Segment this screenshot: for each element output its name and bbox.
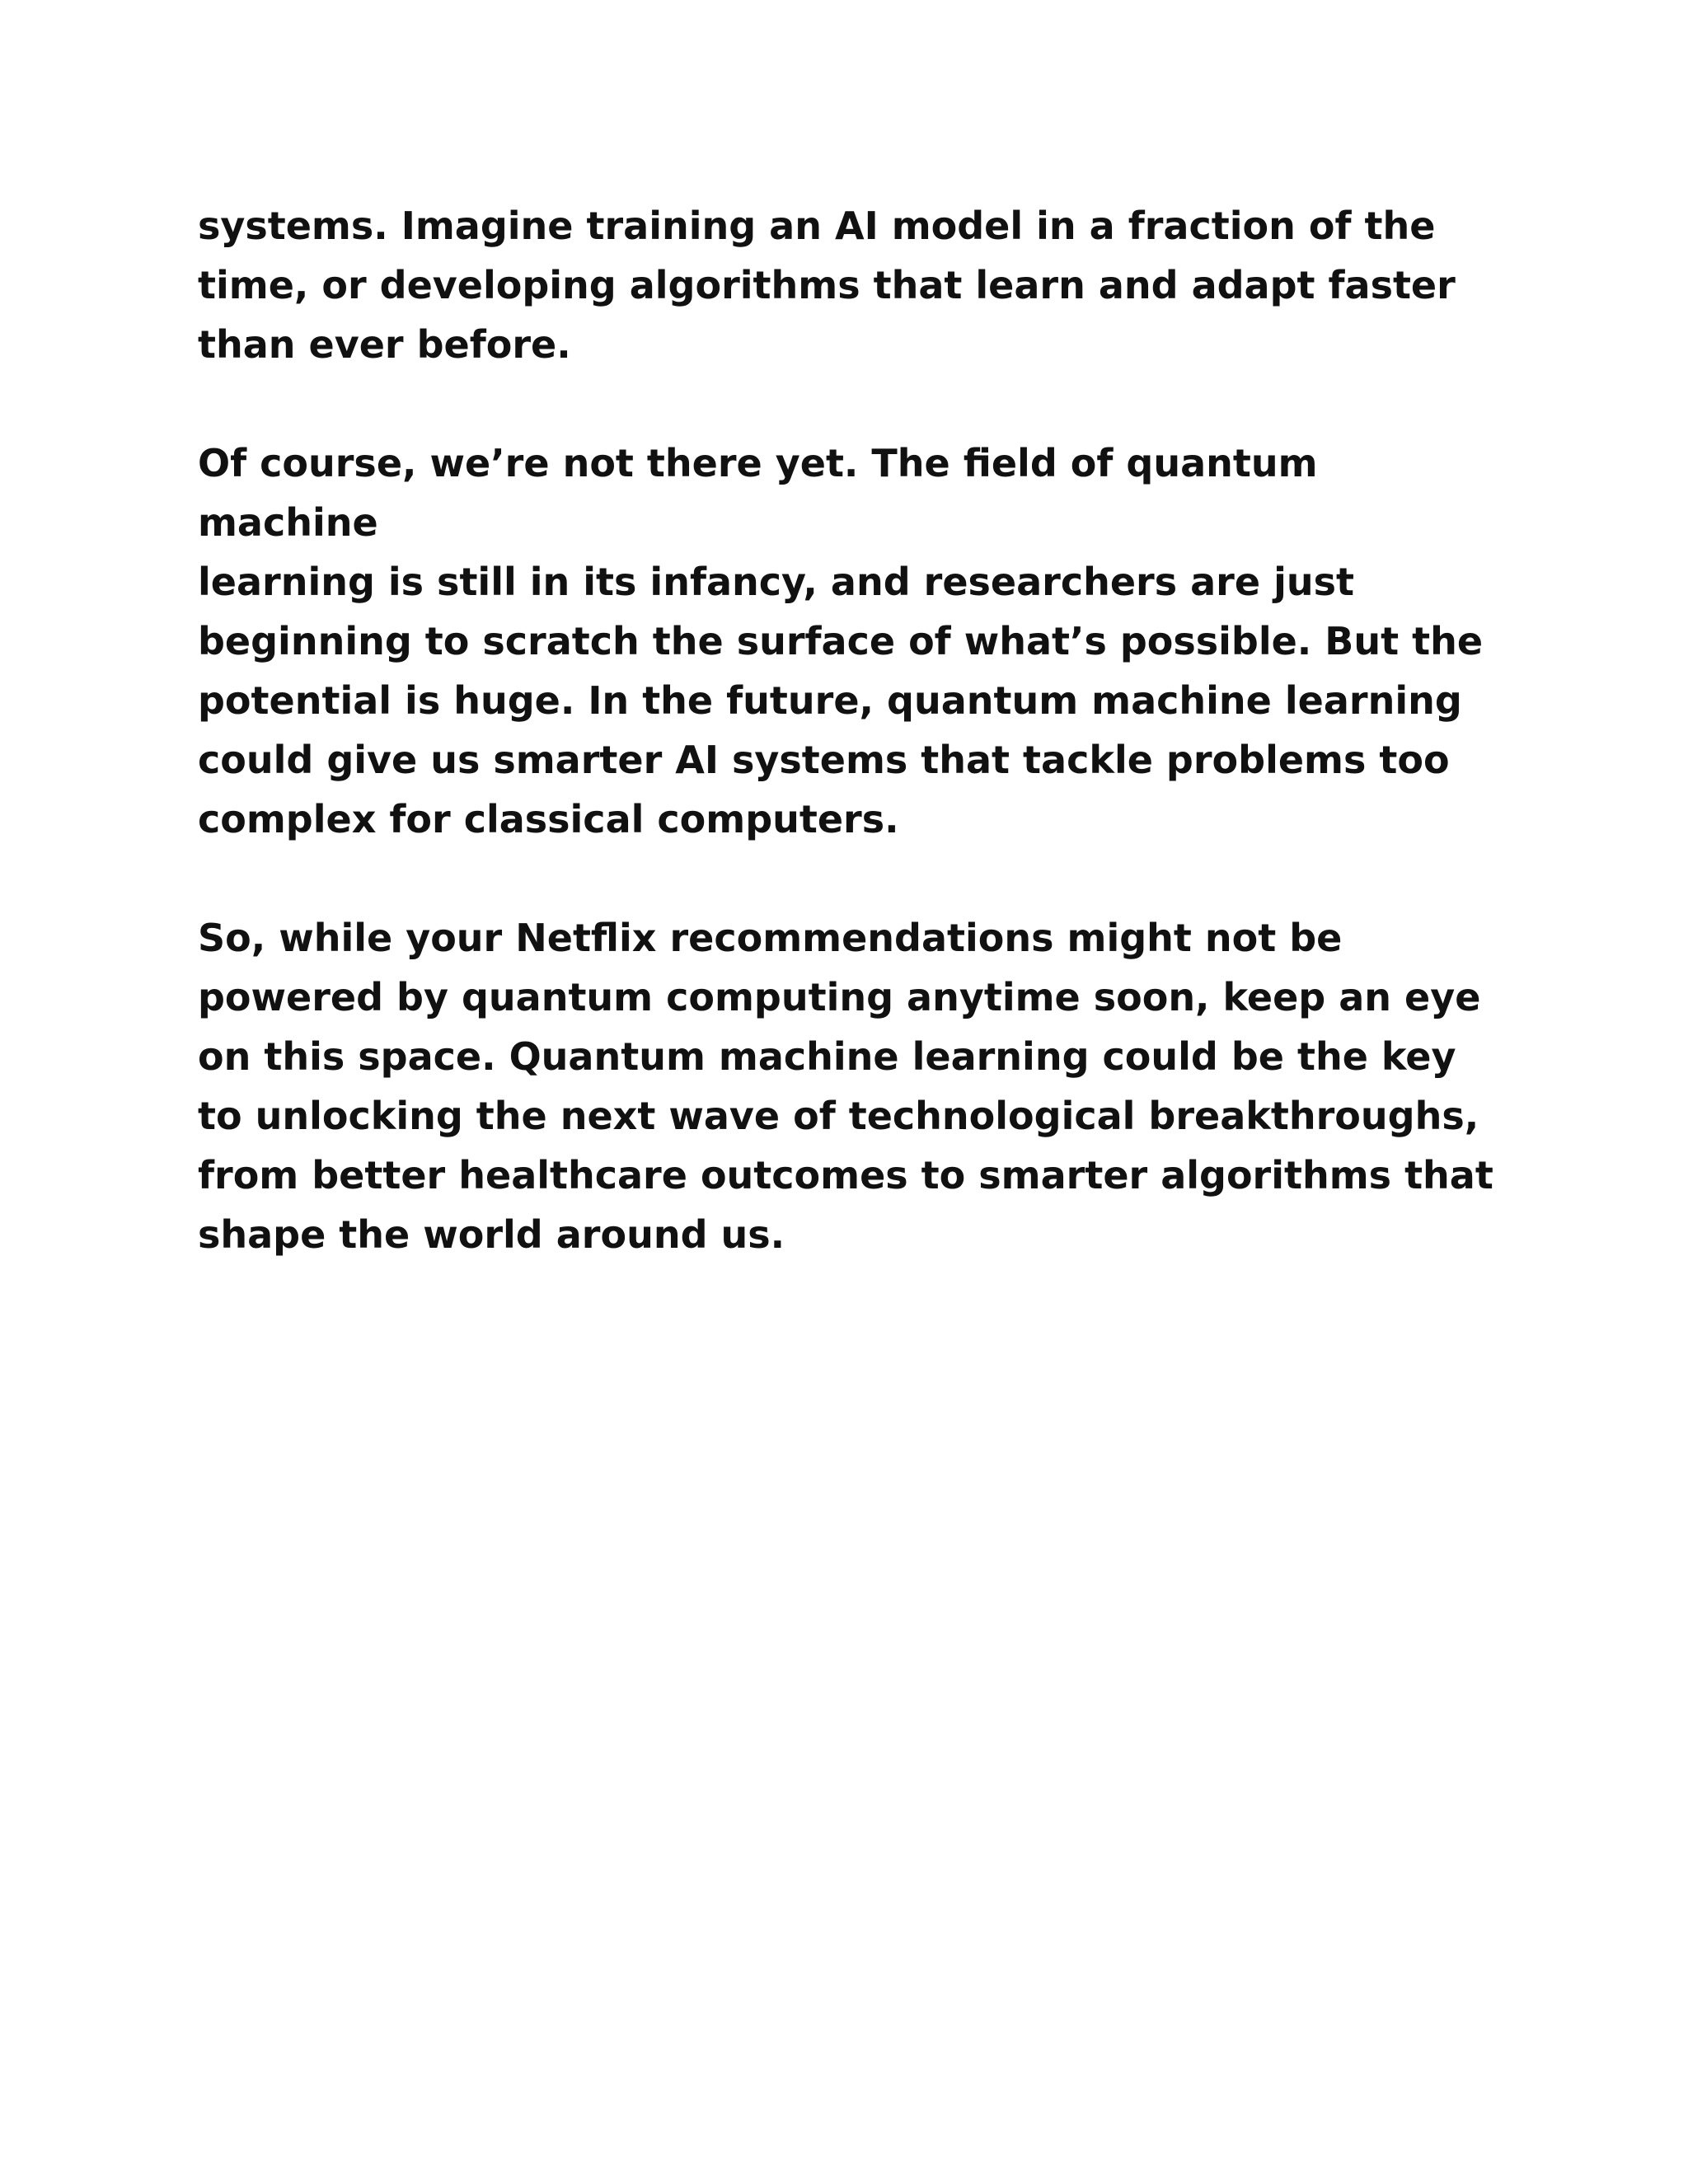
paragraph-2: Of course, we’re not there yet. The field of quantum machine learning is still in its infancy, and researchers are just beginning to scratch the surface of what’s possible. But the potential is huge. In the future, quantum machine learning could give us smarter AI systems that tackle problems too complex for classical computers. xyxy=(198,441,1484,841)
paragraph-1: systems. Imagine training an AI model in a fraction of the time, or developing algorithms that learn and adapt faster than ever before. xyxy=(198,204,1456,367)
document-body xyxy=(198,196,1508,1264)
paragraph-3: So, while your Netflix recommendations might not be powered by quantum computing anytime soon, keep an eye on this space. Quantum machine learning could be the key to unlocking the next wave of technological breakthroughs, from better healthcare outcomes to smarter algorithms that shape the world around us. xyxy=(198,916,1493,1257)
